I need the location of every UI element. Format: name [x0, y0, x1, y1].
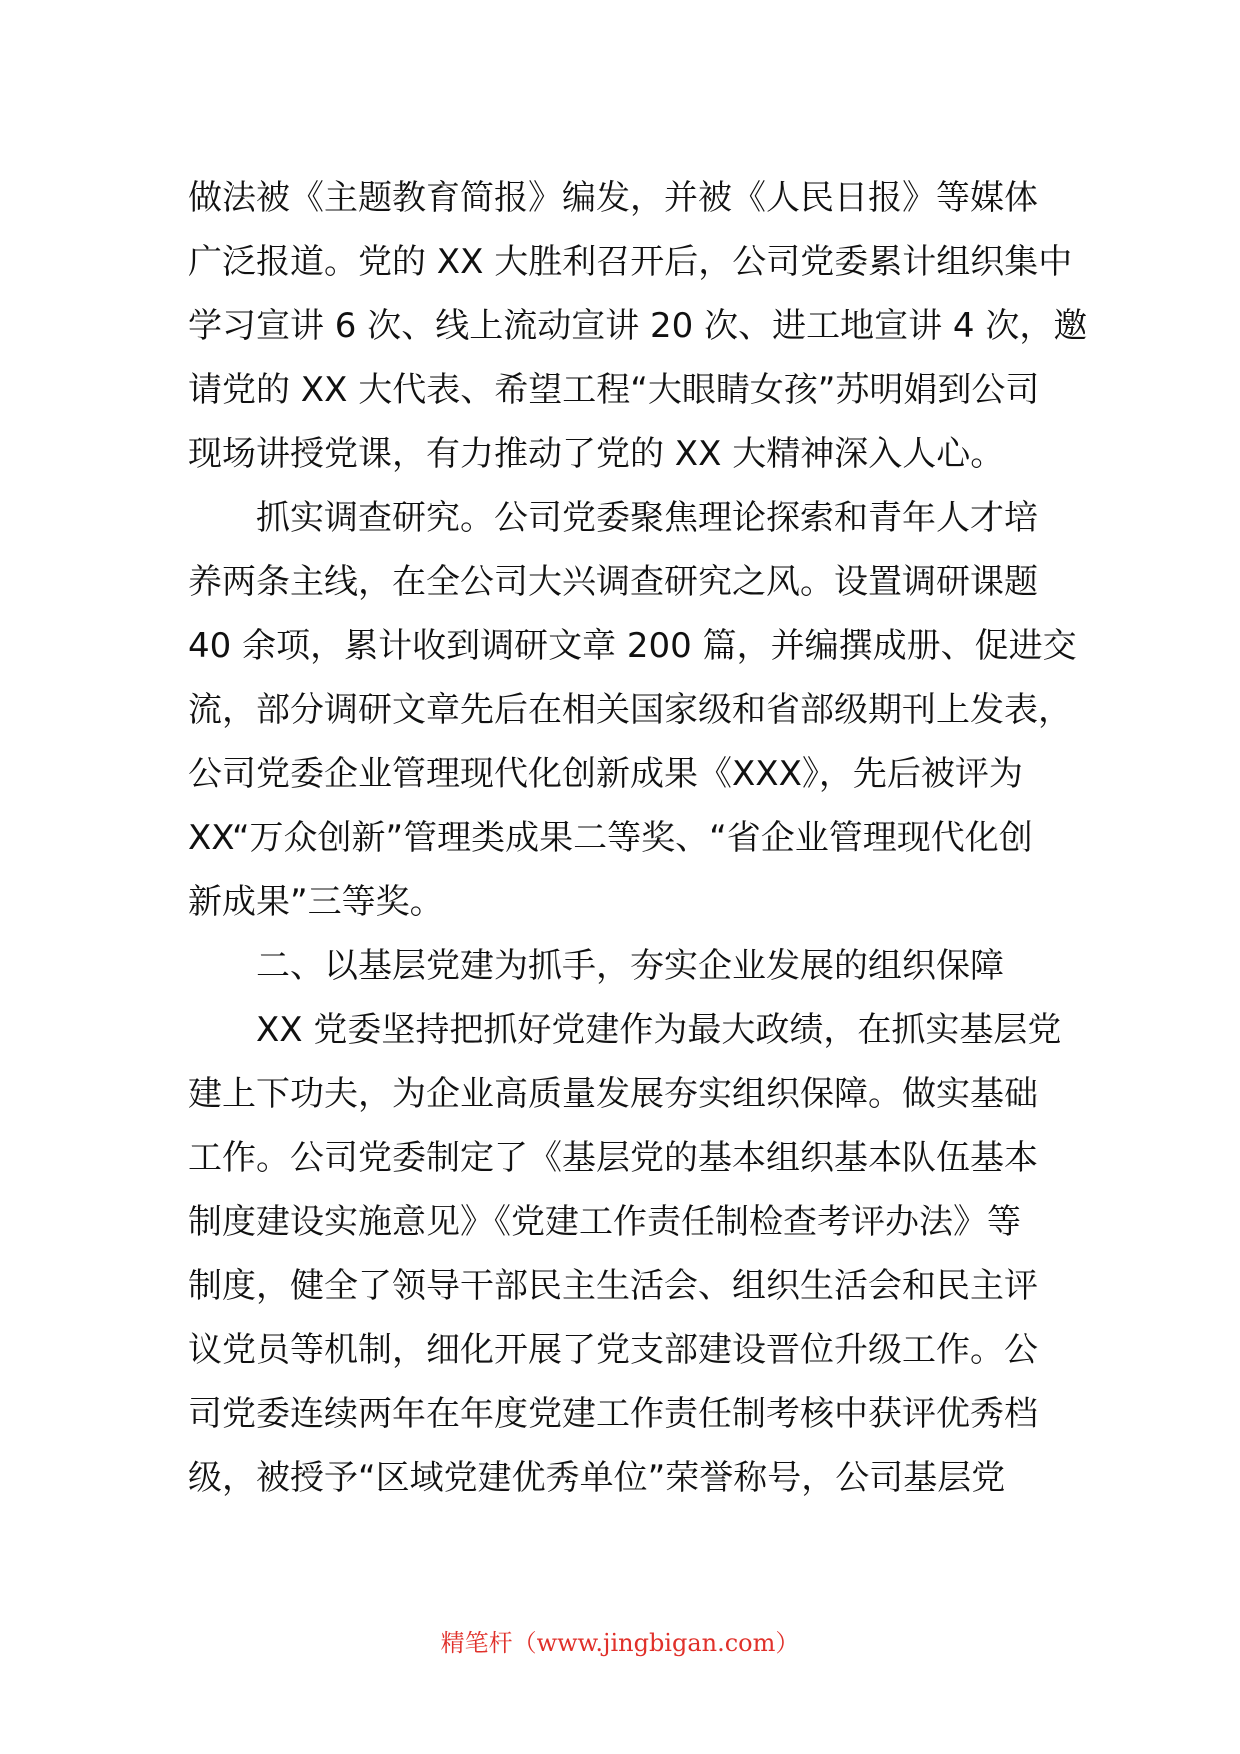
text-line: 40 余项，累计收到调研文章 200 篇，并编撰成册、促进交: [188, 626, 1077, 666]
text-line: XX“万众创新”管理类成果二等奖、“省企业管理现代化创: [188, 818, 1033, 858]
footer-watermark: 精笔杆（www.jingbigan.com）: [440, 1629, 800, 1657]
body-text: [188, 166, 1088, 1510]
text-line: 新成果”三等奖。: [188, 882, 444, 922]
text-line: 学习宣讲 6 次、线上流动宣讲 20 次、进工地宣讲 4 次，邀: [188, 306, 1088, 346]
text-line: 司党委连续两年在年度党建工作责任制考核中获评优秀档: [188, 1394, 1038, 1434]
text-line: 工作。公司党委制定了《基层党的基本组织基本队伍基本: [188, 1138, 1038, 1178]
text-line: 现场讲授党课，有力推动了党的 XX 大精神深入人心。: [188, 434, 1005, 474]
text-line: 制度，健全了领导干部民主生活会、组织生活会和民主评: [188, 1266, 1038, 1306]
section-heading: 二、以基层党建为抓手，夯实企业发展的组织保障: [256, 946, 1004, 986]
text-line: 流，部分调研文章先后在相关国家级和省部级期刊上发表，: [188, 690, 1072, 730]
text-line: 养两条主线，在全公司大兴调查研究之风。设置调研课题: [188, 562, 1038, 602]
paragraph-start-line: 抓实调查研究。公司党委聚焦理论探索和青年人才培: [256, 498, 1038, 538]
text-line: 级，被授予“区域党建优秀单位”荣誉称号，公司基层党: [188, 1458, 1006, 1498]
text-line: 做法被《主题教育简报》编发，并被《人民日报》等媒体: [188, 178, 1038, 218]
paragraph-start-line: XX 党委坚持把抓好党建作为最大政绩，在抓实基层党: [256, 1010, 1062, 1050]
text-line: 议党员等机制，细化开展了党支部建设晋位升级工作。公: [188, 1330, 1038, 1370]
text-line: 公司党委企业管理现代化创新成果《XXX》，先后被评为: [188, 754, 1023, 794]
text-line: 制度建设实施意见》《党建工作责任制检查考评办法》等: [188, 1202, 1021, 1242]
text-line: 建上下功夫，为企业高质量发展夯实组织保障。做实基础: [188, 1074, 1038, 1114]
text-line: 广泛报道。党的 XX 大胜利召开后，公司党委累计组织集中: [188, 242, 1073, 282]
text-line: 请党的 XX 大代表、希望工程“大眼睛女孩”苏明娟到公司: [188, 370, 1040, 410]
